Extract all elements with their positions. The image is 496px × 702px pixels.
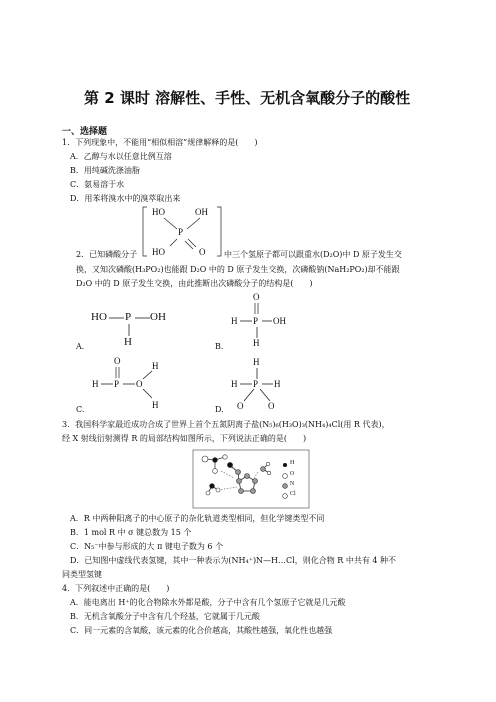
option-a-label: A.: [76, 342, 85, 351]
q3-option-b: B．1 mol R 中 σ 键总数为 15 个: [70, 528, 192, 537]
option-d-o-right: O: [268, 401, 275, 411]
legend-cl: Cl: [290, 491, 296, 497]
legend-o: O: [290, 471, 295, 477]
option-a-ho: HO: [91, 311, 107, 323]
struct-ho-1: HO: [152, 207, 165, 217]
q3-option-c: C．N₅⁻中参与形成的大 π 键电子数为 6 个: [70, 542, 224, 551]
option-b-oh: OH: [273, 316, 286, 326]
struct-o: O: [199, 247, 206, 257]
q1-option-c: C．氨易溶于水: [70, 180, 125, 189]
q3-option-d-line1: D．已知图中虚线代表氢键，其中一种表示为(NH₄⁺)N—H…Cl，则化合物 R 中共有 4 种不: [70, 556, 397, 565]
q4-stem: 4．下列叙述中正确的是( ): [62, 584, 170, 593]
q4-option-a: A．能电离出 H⁺的化合物除水外都是酸，分子中含有几个氢原子它就是几元酸: [70, 598, 346, 607]
option-d-p: P: [253, 379, 259, 389]
legend-n: N: [290, 481, 295, 487]
q1-option-d: D．用苯将溴水中的溴萃取出来: [70, 194, 181, 203]
struct-oh: OH: [195, 207, 208, 217]
option-a-p: P: [125, 311, 132, 323]
option-c-h-top: H: [152, 361, 159, 371]
page-title: 第 2 课时 溶解性、手性、无机含氧酸分子的酸性: [84, 89, 411, 107]
option-b-h-left: H: [231, 316, 238, 326]
option-b-p: P: [253, 316, 259, 326]
q2-line1-b: 中三个氢原子都可以跟重水(D₂O)中 D 原子发生交: [224, 250, 402, 259]
option-d-h-left: H: [231, 379, 238, 389]
option-d-h-top: H: [253, 357, 260, 367]
option-d-o-left: O: [237, 401, 244, 411]
option-b-o: O: [253, 292, 260, 302]
struct-ho-2: HO: [152, 247, 165, 257]
q2-line2: 换，又知次磷酸(H₃PO₂)也能跟 D₂O 中的 D 原子发生交换，次磷酸钠(NaH₂PO₂)却不能跟: [76, 265, 400, 274]
q3-option-d-line2: 同类型氢键: [62, 570, 102, 579]
option-d-label: D.: [215, 405, 224, 414]
q1-option-b: B．用纯碱洗涤油脂: [70, 166, 140, 175]
option-b-h-bottom: H: [253, 338, 260, 348]
option-c-h-bottom: H: [152, 400, 159, 410]
option-c-label: C.: [76, 405, 85, 414]
option-a-h: H: [124, 336, 132, 348]
q2-line3: D₂O 中的 D 原子发生交换，由此推断出次磷酸分子的结构是( ): [76, 279, 313, 288]
option-b-label: B.: [215, 342, 224, 351]
q3-option-a: A．R 中两种阳离子的中心原子的杂化轨道类型相同，但化学键类型不同: [70, 514, 325, 523]
option-c-p: P: [114, 379, 120, 389]
q1-option-a: A．乙醇与水以任意比例互溶: [70, 152, 172, 161]
q3-line2: 经 X 射线衍射测得 R 的局部结构如图所示，下列说法正确的是( ): [62, 434, 307, 443]
option-c-o-top: O: [114, 356, 121, 366]
q3-line1: 3．我国科学家最近成功合成了世界上首个五氮阴离子盐(N₅)₆(H₃O)₃(NH₄)₄Cl(用 R 代表)，: [62, 420, 390, 429]
q4-option-b: B．无机含氧酸分子中含有几个羟基，它就属于几元酸: [70, 612, 260, 621]
q2-line1-a: 2．已知磷酸分子: [76, 250, 138, 259]
option-a-oh: OH: [150, 311, 166, 323]
q1-stem: 1．下列现象中，不能用“相似相溶”规律解释的是( ): [62, 138, 258, 147]
option-d-h-right: H: [274, 379, 281, 389]
struct-p: P: [178, 227, 184, 237]
option-c-o-right: O: [136, 379, 143, 389]
option-c-h-left: H: [92, 379, 99, 389]
legend-h: H: [290, 460, 295, 466]
section-heading: 一、选择题: [62, 127, 108, 137]
q4-option-c: C．同一元素的含氧酸，该元素的化合价越高，其酸性越强，氧化性也越强: [70, 626, 333, 635]
